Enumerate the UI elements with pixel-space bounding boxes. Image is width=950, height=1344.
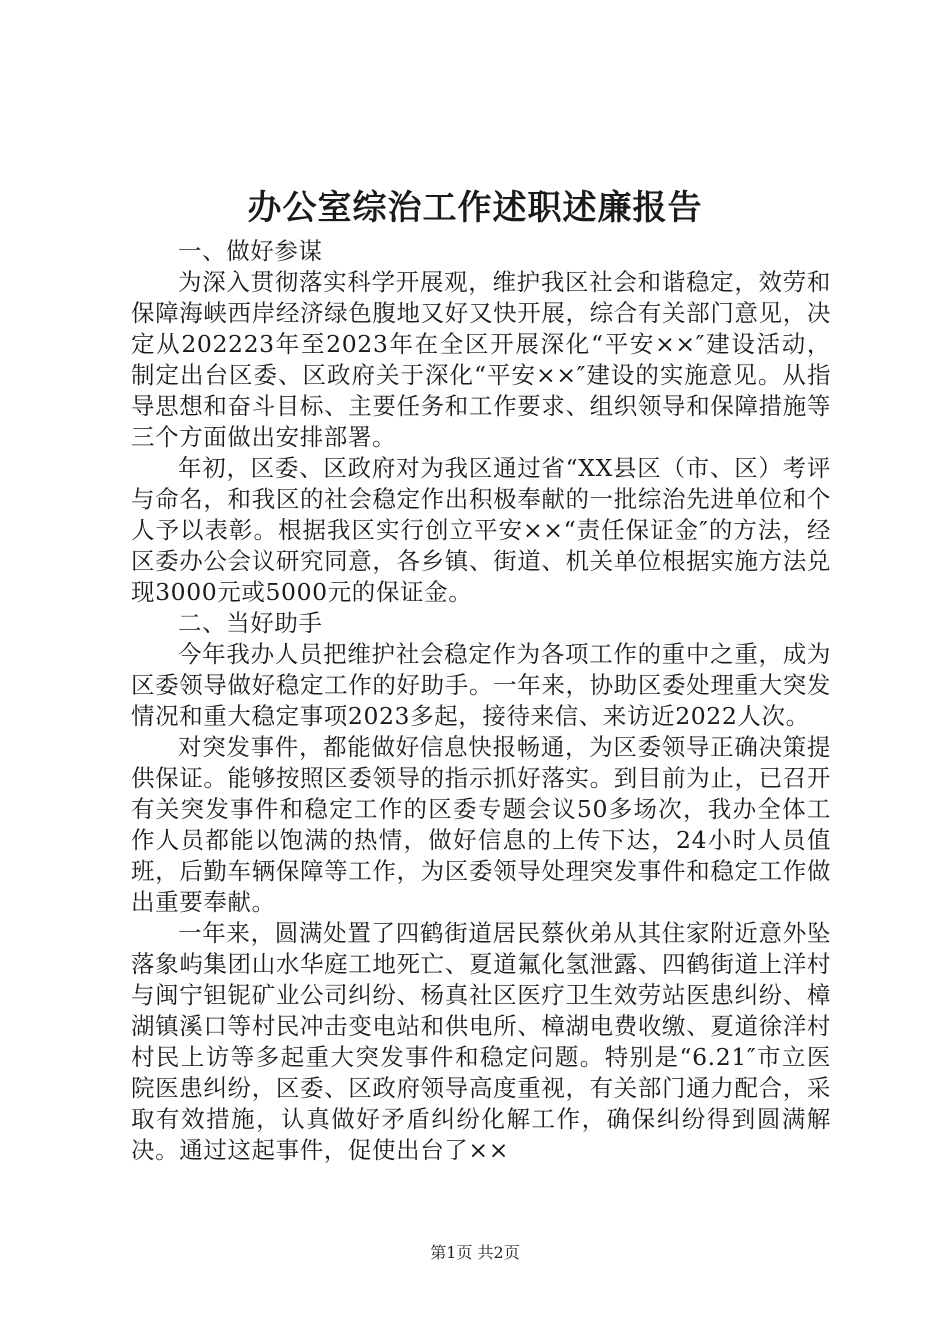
paragraph: 年初，区委、区政府对为我区通过省“XX县区（市、区）考评与命名，和我区的社会稳定作出积极奉献的一批综治先进单位和个人予以表彰。根据我区实行创立平安××“责任保证金″的方法，经区委办公会议研究同意，各乡镇、街道、机关单位根据实施方法兑现3000元或5000元的保证金。 — [131, 454, 831, 606]
document-title: 办公室综治工作述职述廉报告 — [247, 188, 703, 228]
section-heading: 一、做好参谋 — [178, 237, 323, 265]
paragraph: 为深入贯彻落实科学开展观，维护我区社会和谐稳定，效劳和保障海峡西岸经济绿色腹地又好又快开展，综合有关部门意见，决定从202223年至2023年在全区开展深化“平安××″建设活动，制定出台区委、区政府关于深化“平安××″建设的实施意见。从指导思想和奋斗目标、主要任务和工作要求、组织领导和保障措施等三个方面做出安排部署。 — [131, 268, 831, 451]
paragraph: 一年来，圆满处置了四鹤街道居民蔡伙弟从其住家附近意外坠落象屿集团山水华庭工地死亡、夏道氟化氢泄露、四鹤街道上洋村与闽宁钽铌矿业公司纠纷、杨真社区医疗卫生效劳站医患纠纷、樟湖镇溪口等村民冲击变电站和供电所、樟湖电费收缴、夏道徐洋村村民上访等多起重大突发事件和稳定问题。特别是“6.21″市立医院医患纠纷，区委、区政府领导高度重视，有关部门通力配合，采取有效措施，认真做好矛盾纠纷化解工作，确保纠纷得到圆满解决。通过这起事件，促使出台了×× — [131, 919, 831, 1164]
paragraph: 对突发事件，都能做好信息快报畅通，为区委领导正确决策提供保证。能够按照区委领导的指示抓好落实。到目前为止，已召开有关突发事件和稳定工作的区委专题会议50多场次，我办全体工作人员都能以饱满的热情，做好信息的上传下达，24小时人员值班，后勤车辆保障等工作，为区委领导处理突发事件和稳定工作做出重要奉献。 — [131, 733, 831, 916]
document-body — [131, 236, 831, 1166]
section-heading: 二、当好助手 — [178, 609, 323, 637]
page-footer: 第1页 共2页 — [430, 1243, 520, 1262]
paragraph: 今年我办人员把维护社会稳定作为各项工作的重中之重，成为区委领导做好稳定工作的好助手。一年来，协助区委处理重大突发情况和重大稳定事项2023多起，接待来信、来访近2022人次。 — [131, 640, 831, 730]
